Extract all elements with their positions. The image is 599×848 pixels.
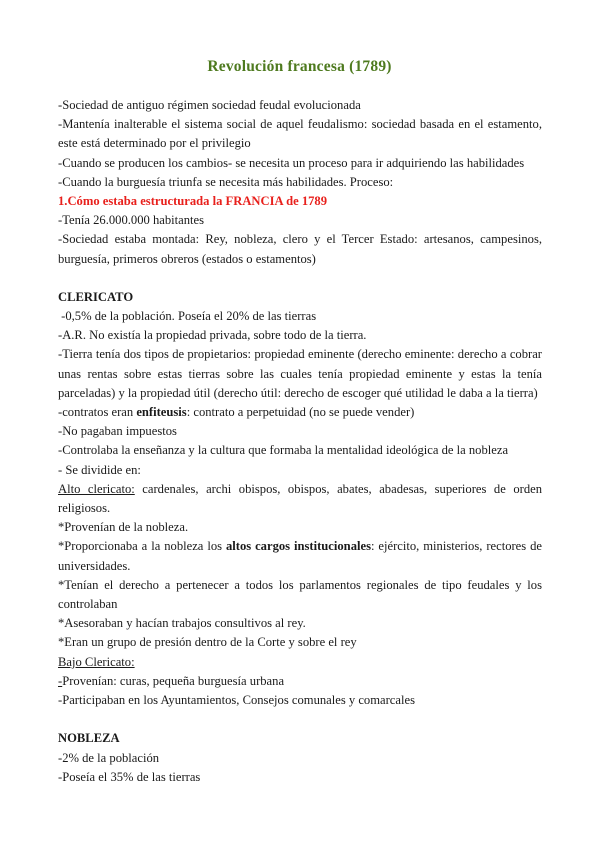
bold-term: altos cargos institucionales [225, 539, 371, 554]
spacer [58, 269, 542, 288]
clericato-line [58, 403, 542, 422]
intro-line: -Sociedad de antiguo régimen sociedad feudal evolucionada [58, 98, 361, 112]
text-span: -contratos eran [58, 405, 137, 420]
alto-clericato-item: *Asesoraban y hacían trabajos consultivos al rey. [58, 616, 306, 631]
clericato-line: -0,5% de la población. Poseía el 20% de las tierras [58, 309, 317, 324]
alto-clericato-item: *Tenían el derecho a pertenecer a todos los parlamentos regionales de tipo feudales y los controlaban [58, 577, 542, 612]
intro-line: -Cuando la burguesía triunfa se necesita más habilidades. Proceso: [58, 174, 394, 189]
intro-line: -Cuando se producen los cambios- se necesita un proceso para ir adquiriendo las habilidades [58, 155, 525, 170]
text-span: cardenales, archi obispos, obispos, abates, abadesas, superiores de orden religiosos. [58, 481, 542, 516]
clericato-heading: CLERICATO [58, 289, 134, 304]
bajo-clericato-label: Bajo Clericato: [58, 654, 135, 669]
alto-clericato-line [58, 480, 542, 518]
alto-clericato-item [58, 537, 542, 575]
section-1-heading: 1.Cómo estaba estructurada la FRANCIA de 1789 [58, 194, 328, 209]
clericato-line: -Controlaba la enseñanza y la cultura que formaba la mentalidad ideológica de la nobleza [58, 443, 509, 458]
clericato-line: -A.R. No existía la propiedad privada, sobre todo de la tierra. [58, 328, 367, 343]
clericato-line: - Se dividide en: [58, 462, 141, 477]
text-span: Provenían: curas, pequeña burguesía urbana [62, 673, 285, 688]
document-body [58, 96, 542, 787]
bold-term: enfiteusis [136, 405, 187, 420]
text-span: : ejército, ministerios, rectores de universidades. [58, 539, 543, 573]
clericato-line: -Tierra tenía dos tipos de propietarios: propiedad eminente (derecho eminente: derecho a cobrar unas rentas sobre estas tierras sobre las cuales tenía propiedad eminente y estas la tenía parceladas) y la propiedad útil (derecho útil: derecho de escoger qué utilidad le daba a la tierra) [58, 347, 542, 400]
section-1-line: -Sociedad estaba montada: Rey, nobleza, clero y el Tercer Estado: artesanos, campesinos, burguesía, primeros obreros (estados o estamentos) [58, 232, 542, 266]
bajo-clericato-item [58, 672, 542, 691]
clericato-line: -No pagaban impuestos [58, 424, 177, 439]
alto-clericato-item: *Eran un grupo de presión dentro de la Corte y sobre el rey [58, 635, 357, 650]
intro-line: -Mantenía inalterable el sistema social de aquel feudalismo: sociedad basada en el estamento, este está determinado por el privilegio [58, 117, 542, 151]
nobleza-heading: NOBLEZA [58, 731, 120, 746]
text-span: *Proporcionaba a la nobleza los [58, 539, 226, 554]
alto-clericato-label: Alto clericato: [58, 481, 135, 496]
bajo-clericato-item: -Participaban en los Ayuntamientos, Consejos comunales y comarcales [58, 693, 415, 708]
alto-clericato-item: *Provenían de la nobleza. [58, 520, 189, 535]
text-span: - [58, 673, 63, 688]
section-1-line: -Tenía 26.000.000 habitantes [58, 213, 205, 228]
spacer [58, 710, 542, 729]
nobleza-line: -2% de la población [58, 750, 160, 765]
document-title: Revolución francesa (1789) [207, 58, 392, 75]
nobleza-line: -Poseía el 35% de las tierras [58, 769, 201, 784]
text-span: : contrato a perpetuidad (no se puede vender) [186, 405, 415, 420]
